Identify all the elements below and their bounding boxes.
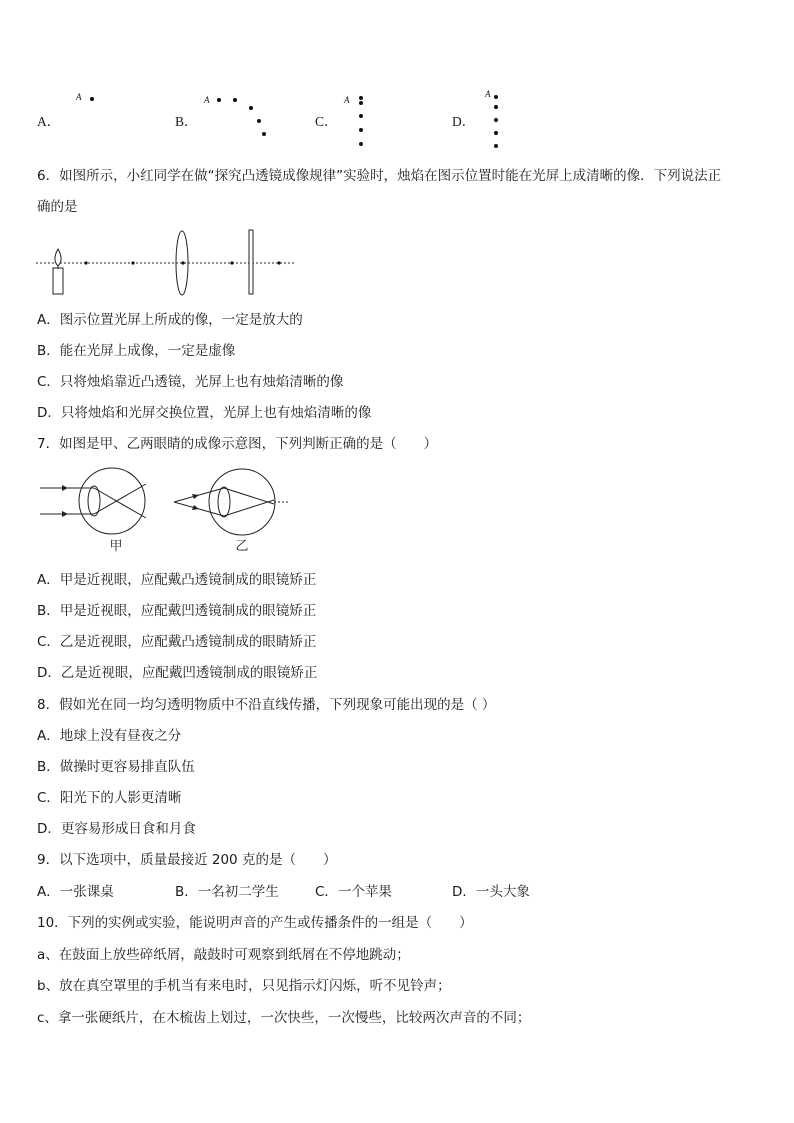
axis-dot <box>131 261 134 264</box>
q5-b-dot <box>233 98 237 102</box>
q5-c-dot <box>359 101 363 105</box>
q7-option-a: A．甲是近视眼，应配戴凸透镜制成的眼镜矫正 <box>37 572 317 588</box>
q5-d-dot <box>494 105 498 109</box>
q5-b-dot <box>262 132 266 136</box>
q5-option-c-label: C． <box>315 114 338 129</box>
q5-option-d-label: D． <box>452 114 476 129</box>
q7-option-c: C．乙是近视眼，应配戴凸透镜制成的眼睛矫正 <box>37 634 317 650</box>
light-screen <box>249 230 253 294</box>
q5-a-dot <box>90 97 94 101</box>
q5-c-dot <box>359 128 363 132</box>
q6-option-c: C．只将烛焰靠近凸透镜，光屏上也有烛焰清晰的像 <box>37 374 344 390</box>
q6-option-b: B．能在光屏上成像，一定是虚像 <box>37 343 236 359</box>
candle-body <box>53 268 63 294</box>
q6-stem-line1: 6．如图所示，小红同学在做“探究凸透镜成像规律”实验时，烛焰在图示位置时能在光屏上成清晰的像．下列说法正 <box>37 168 722 184</box>
axis-dot <box>277 261 280 264</box>
candle-flame <box>55 249 61 266</box>
q8-option-c: C．阳光下的人影更清晰 <box>37 790 182 806</box>
q5-b-dot <box>217 98 221 102</box>
q5-b-point-label: A <box>204 95 210 105</box>
q5-a-point-label: A <box>76 92 82 102</box>
q5-d-dot <box>494 95 498 99</box>
q9-option-b: B．一名初二学生 <box>175 884 279 900</box>
q10-item-c: c、拿一张硬纸片，在木梳齿上划过，一次快些，一次慢些，比较两次声音的不同； <box>37 1010 531 1026</box>
q5-option-b-label: B． <box>175 114 198 129</box>
q5-d-dot <box>494 144 498 148</box>
q5-b-dot <box>249 106 253 110</box>
q5-b-dot <box>257 119 261 123</box>
q9-stem: 9．以下选项中，质量最接近 200 克的是（ ） <box>37 852 337 868</box>
axis-dot <box>230 261 233 264</box>
q7-option-b: B．甲是近视眼，应配戴凹透镜制成的眼镜矫正 <box>37 603 317 619</box>
q5-c-point-label: A <box>344 95 350 105</box>
eye-yi-label: 乙 <box>235 539 249 554</box>
q5-option-a-label: A． <box>37 114 61 129</box>
q5-c-dot <box>359 114 363 118</box>
axis-dot <box>84 261 87 264</box>
q8-option-b: B．做操时更容易排直队伍 <box>37 759 195 775</box>
q5-d-dot <box>494 131 498 135</box>
q9-option-a: A．一张课桌 <box>37 884 114 900</box>
q7-eye-diagram <box>36 466 296 558</box>
q5-c-dot <box>359 96 363 100</box>
q8-option-d: D．更容易形成日食和月食 <box>37 821 196 837</box>
q10-stem: 10．下列的实例或实验，能说明声音的产生或传播条件的一组是（ ） <box>37 915 473 931</box>
q5-c-dot <box>359 142 363 146</box>
q6-option-a: A．图示位置光屏上所成的像，一定是放大的 <box>37 312 303 328</box>
q9-option-d: D．一头大象 <box>452 884 530 900</box>
q7-option-d: D．乙是近视眼，应配戴凹透镜制成的眼镜矫正 <box>37 665 318 681</box>
q6-option-d: D．只将烛焰和光屏交换位置，光屏上也有烛焰清晰的像 <box>37 405 372 421</box>
eye-jia <box>40 468 146 534</box>
q6-lens-experiment-figure <box>36 228 298 300</box>
q8-stem: 8．假如光在同一均匀透明物质中不沿直线传播，下列现象可能出现的是（ ） <box>37 697 496 713</box>
eye-jia-label: 甲 <box>109 539 123 554</box>
q7-stem: 7．如图是甲、乙两眼睛的成像示意图，下列判断正确的是（ ） <box>37 436 438 452</box>
q10-item-b: b、放在真空罩里的手机当有来电时，只见指示灯闪烁，听不见铃声； <box>37 978 451 994</box>
q8-option-a: A．地球上没有昼夜之分 <box>37 728 182 744</box>
axis-dot <box>181 261 184 264</box>
q10-item-a: a、在鼓面上放些碎纸屑，敲鼓时可观察到纸屑在不停地跳动； <box>37 947 410 963</box>
q6-stem-line2: 确的是 <box>37 199 78 215</box>
q9-option-c: C．一个苹果 <box>315 884 392 900</box>
q5-d-dot <box>494 118 498 122</box>
q5-d-point-label: A <box>485 89 491 99</box>
eye-yi <box>174 469 288 535</box>
